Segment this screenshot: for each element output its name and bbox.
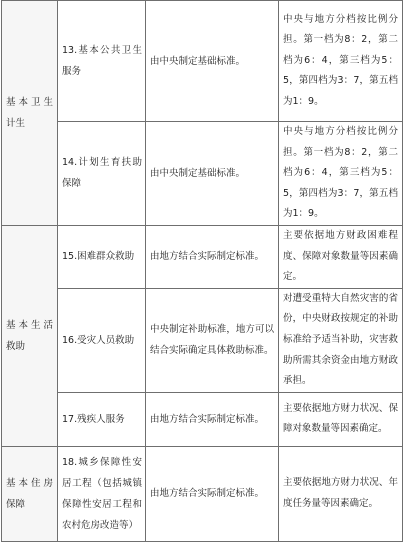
standard-cell: 由地方结合实际制定标准。 [146,225,279,288]
standard-cell: 中央制定补助标准，地方可以结合实际确定具体救助标准。 [146,288,279,392]
ratio-cell: 对遭受重特大自然灾害的省份，中央财政按规定的补助标准给予适当补助，灾害救助所需其余资金由地方财政承担。 [279,288,403,392]
item-cell: 13.基本公共卫生服务 [58,1,146,122]
table-row [2,122,403,226]
standard-cell: 由中央制定基础标准。 [146,1,279,122]
item-cell: 17.残疾人服务 [58,392,146,446]
category-cell: 基本生活救助 [2,225,58,446]
category-cell: 基本卫生计生 [2,1,58,226]
ratio-cell: 主要依据地方财力状况、年度任务量等因素确定。 [279,446,403,541]
ratio-cell: 主要依据地方财力状况、保障对象数量等因素确定。 [279,392,403,446]
item-cell: 15.困难群众救助 [58,225,146,288]
table-row [2,288,403,392]
item-cell: 18.城乡保障性安居工程（包括城镇保障性安居工程和农村危房改造等） [58,446,146,541]
ratio-cell: 中央与地方分档按比例分担。第一档为8：2，第二档为6：4，第三档为5：5，第四档为3：7，第五档为1：9。 [279,122,403,226]
table-row [2,446,403,541]
fiscal-responsibility-table [1,0,403,542]
category-cell: 基本住房保障 [2,446,58,541]
ratio-cell: 主要依据地方财政困难程度、保障对象数量等因素确定。 [279,225,403,288]
item-cell: 16.受灾人员救助 [58,288,146,392]
item-cell: 14.计划生育扶助保障 [58,122,146,226]
table-row [2,225,403,288]
standard-cell: 由地方结合实际制定标准。 [146,446,279,541]
standard-cell: 由地方结合实际制定标准。 [146,392,279,446]
ratio-cell: 中央与地方分档按比例分担。第一档为8：2，第二档为6：4，第三档为5：5，第四档为3：7，第五档为1：9。 [279,1,403,122]
table-row [2,1,403,122]
standard-cell: 由中央制定基础标准。 [146,122,279,226]
table-row [2,392,403,446]
